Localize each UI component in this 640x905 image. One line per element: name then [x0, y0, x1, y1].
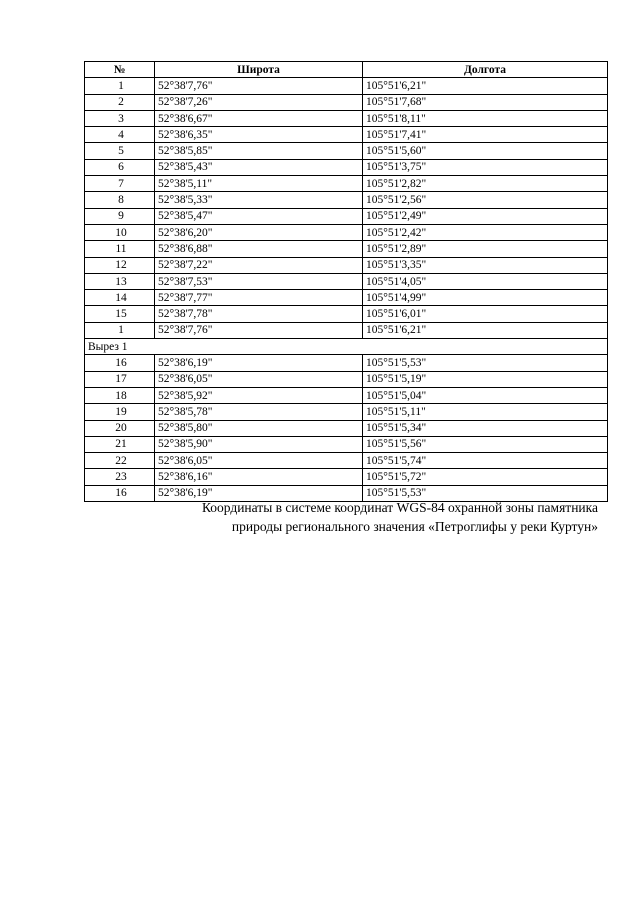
table-body — [85, 78, 608, 502]
longitude-cell: 105°51'2,82" — [363, 176, 608, 192]
latitude-cell: 52°38'7,77" — [155, 290, 363, 306]
point-number-cell: 1 — [85, 78, 155, 94]
point-number-cell: 7 — [85, 176, 155, 192]
longitude-cell: 105°51'5,19" — [363, 371, 608, 387]
table-row — [85, 436, 608, 452]
point-number-cell: 9 — [85, 208, 155, 224]
point-number-cell: 22 — [85, 453, 155, 469]
latitude-cell: 52°38'5,33" — [155, 192, 363, 208]
table-row — [85, 404, 608, 420]
table-row — [85, 78, 608, 94]
longitude-cell: 105°51'5,74" — [363, 453, 608, 469]
latitude-cell: 52°38'5,90" — [155, 436, 363, 452]
point-number-cell: 18 — [85, 387, 155, 403]
latitude-cell: 52°38'6,05" — [155, 371, 363, 387]
longitude-cell: 105°51'4,99" — [363, 290, 608, 306]
longitude-cell: 105°51'5,53" — [363, 355, 608, 371]
table-row — [85, 143, 608, 159]
point-number-cell: 21 — [85, 436, 155, 452]
longitude-cell: 105°51'5,04" — [363, 387, 608, 403]
longitude-cell: 105°51'5,56" — [363, 436, 608, 452]
latitude-cell: 52°38'5,47" — [155, 208, 363, 224]
section-label: Вырез 1 — [85, 339, 608, 355]
latitude-cell: 52°38'5,78" — [155, 404, 363, 420]
table-row — [85, 241, 608, 257]
latitude-cell: 52°38'7,76" — [155, 322, 363, 338]
latitude-cell: 52°38'6,67" — [155, 110, 363, 126]
point-number-cell: 20 — [85, 420, 155, 436]
longitude-cell: 105°51'5,72" — [363, 469, 608, 485]
longitude-cell: 105°51'5,60" — [363, 143, 608, 159]
latitude-cell: 52°38'5,92" — [155, 387, 363, 403]
latitude-cell: 52°38'5,43" — [155, 159, 363, 175]
point-number-cell: 2 — [85, 94, 155, 110]
point-number-cell: 16 — [85, 355, 155, 371]
table-row — [85, 306, 608, 322]
table-row — [85, 159, 608, 175]
longitude-cell: 105°51'2,56" — [363, 192, 608, 208]
point-number-cell: 17 — [85, 371, 155, 387]
table-row — [85, 224, 608, 240]
table-row — [85, 322, 608, 338]
table-row — [85, 110, 608, 126]
header-number: № — [85, 62, 155, 78]
point-number-cell: 1 — [85, 322, 155, 338]
table-row — [85, 94, 608, 110]
latitude-cell: 52°38'7,78" — [155, 306, 363, 322]
caption-line-1: Координаты в системе координат WGS-84 охранной зоны памятника — [201, 500, 598, 515]
table-caption — [78, 498, 598, 536]
longitude-cell: 105°51'2,49" — [363, 208, 608, 224]
table-row — [85, 257, 608, 273]
longitude-cell: 105°51'6,21" — [363, 78, 608, 94]
latitude-cell: 52°38'7,53" — [155, 273, 363, 289]
point-number-cell: 10 — [85, 224, 155, 240]
section-row — [85, 339, 608, 355]
table-header-row — [85, 62, 608, 78]
latitude-cell: 52°38'5,85" — [155, 143, 363, 159]
latitude-cell: 52°38'6,19" — [155, 485, 363, 501]
longitude-cell: 105°51'5,53" — [363, 485, 608, 501]
latitude-cell: 52°38'7,22" — [155, 257, 363, 273]
longitude-cell: 105°51'4,05" — [363, 273, 608, 289]
table-row — [85, 127, 608, 143]
table-row — [85, 453, 608, 469]
latitude-cell: 52°38'7,76" — [155, 78, 363, 94]
longitude-cell: 105°51'5,34" — [363, 420, 608, 436]
longitude-cell: 105°51'2,42" — [363, 224, 608, 240]
longitude-cell: 105°51'8,11" — [363, 110, 608, 126]
caption-line-2: природы регионального значения «Петроглифы у реки Куртун» — [231, 519, 598, 534]
table-row — [85, 290, 608, 306]
latitude-cell: 52°38'7,26" — [155, 94, 363, 110]
point-number-cell: 13 — [85, 273, 155, 289]
longitude-cell: 105°51'2,89" — [363, 241, 608, 257]
coordinates-table — [84, 61, 608, 502]
latitude-cell: 52°38'6,35" — [155, 127, 363, 143]
table-row — [85, 387, 608, 403]
table-row — [85, 176, 608, 192]
point-number-cell: 15 — [85, 306, 155, 322]
point-number-cell: 6 — [85, 159, 155, 175]
longitude-cell: 105°51'5,11" — [363, 404, 608, 420]
point-number-cell: 23 — [85, 469, 155, 485]
latitude-cell: 52°38'6,05" — [155, 453, 363, 469]
latitude-cell: 52°38'6,19" — [155, 355, 363, 371]
longitude-cell: 105°51'6,21" — [363, 322, 608, 338]
point-number-cell: 3 — [85, 110, 155, 126]
point-number-cell: 11 — [85, 241, 155, 257]
longitude-cell: 105°51'7,68" — [363, 94, 608, 110]
point-number-cell: 16 — [85, 485, 155, 501]
point-number-cell: 14 — [85, 290, 155, 306]
point-number-cell: 19 — [85, 404, 155, 420]
latitude-cell: 52°38'6,88" — [155, 241, 363, 257]
table-row — [85, 273, 608, 289]
point-number-cell: 5 — [85, 143, 155, 159]
table-row — [85, 192, 608, 208]
header-latitude: Широта — [155, 62, 363, 78]
latitude-cell: 52°38'5,11" — [155, 176, 363, 192]
point-number-cell: 4 — [85, 127, 155, 143]
point-number-cell: 8 — [85, 192, 155, 208]
longitude-cell: 105°51'3,35" — [363, 257, 608, 273]
latitude-cell: 52°38'6,16" — [155, 469, 363, 485]
table-row — [85, 355, 608, 371]
table-row — [85, 371, 608, 387]
table-row — [85, 420, 608, 436]
longitude-cell: 105°51'3,75" — [363, 159, 608, 175]
longitude-cell: 105°51'7,41" — [363, 127, 608, 143]
latitude-cell: 52°38'6,20" — [155, 224, 363, 240]
latitude-cell: 52°38'5,80" — [155, 420, 363, 436]
table-row — [85, 208, 608, 224]
point-number-cell: 12 — [85, 257, 155, 273]
header-longitude: Долгота — [363, 62, 608, 78]
table-row — [85, 469, 608, 485]
longitude-cell: 105°51'6,01" — [363, 306, 608, 322]
